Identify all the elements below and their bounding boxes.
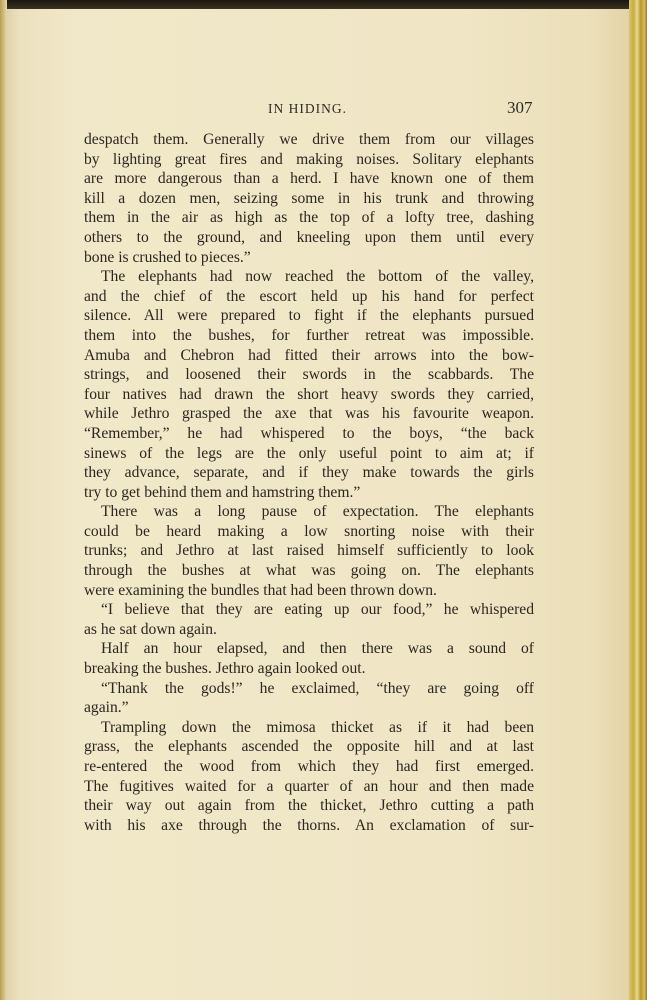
text-line: Trampling down the mimosa thicket as if it had been <box>101 718 534 736</box>
text-line: them into the bushes, for further retreat was impossible. <box>84 326 534 344</box>
text-line: breaking the bushes. Jethro again looked out. <box>84 660 366 678</box>
text-line: are more dangerous than a herd. I have known one of them <box>84 170 534 188</box>
text-line: try to get behind them and hamstring them.” <box>84 483 361 501</box>
text-line: while Jethro grasped the axe that was his favourite weapon. <box>84 405 534 423</box>
text-line: they advance, separate, and if they make towards the girls <box>84 464 534 482</box>
text-line: re-entered the wood from which they had first emerged. <box>84 758 534 775</box>
text-line: silence. All were prepared to fight if the elephants pursued <box>84 307 534 325</box>
text-line: bone is crushed to pieces.” <box>84 248 251 266</box>
book-spine-edge <box>629 0 647 1000</box>
text-line: with his axe through the thorns. An exclamation of sur- <box>84 816 534 834</box>
page-number: 307 <box>507 98 533 117</box>
text-line: strings, and loosened their swords in the scabbards. The <box>84 366 534 384</box>
text-line: were examining the bundles that had been thrown down. <box>84 581 437 599</box>
body-text <box>84 130 534 835</box>
text-line: “Remember,” he had whispered to the boys, “the back <box>84 424 534 442</box>
text-line: and the chief of the escort held up his hand for perfect <box>84 287 534 305</box>
text-line: There was a long pause of expectation. The elephants <box>101 503 534 521</box>
text-line: The elephants had now reached the bottom of the valley, <box>101 268 534 286</box>
text-line: their way out again from the thicket, Jethro cutting a path <box>84 797 534 815</box>
scan-top-border <box>0 0 647 9</box>
text-line: through the bushes at what was going on. The elephants <box>84 562 534 580</box>
running-head-title: IN HIDING. <box>268 101 347 116</box>
text-line: them in the air as high as the top of a lofty tree, dashing <box>84 209 534 227</box>
page-left-edge <box>0 0 7 1000</box>
text-line: The fugitives waited for a quarter of an hour and then made <box>84 777 534 795</box>
text-line: kill a dozen men, seizing some in his trunk and throwing <box>84 189 534 207</box>
text-line: “Thank the gods!” he exclaimed, “they are going off <box>101 679 534 697</box>
running-head <box>0 98 647 122</box>
text-line: sinews of the legs are the only useful point to aim at; if <box>84 444 534 462</box>
text-line: trunks; and Jethro at last raised himself sufficiently to look <box>84 542 534 560</box>
text-line: as he sat down again. <box>84 620 217 638</box>
text-line: Half an hour elapsed, and then there was a sound of <box>101 640 534 658</box>
text-line: four natives had drawn the short heavy swords they carried, <box>84 385 534 403</box>
text-line: again.” <box>84 699 129 717</box>
text-line: grass, the elephants ascended the opposite hill and at last <box>84 738 534 756</box>
text-line: could be heard making a low snorting noise with their <box>84 522 534 540</box>
text-line: by lighting great fires and making noises. Solitary elephants <box>84 150 534 168</box>
text-line: despatch them. Generally we drive them from our villages <box>84 131 534 148</box>
text-line: “I believe that they are eating up our food,” he whispered <box>101 601 534 619</box>
text-line: others to the ground, and kneeling upon them until every <box>84 228 534 246</box>
text-line: Amuba and Chebron had fitted their arrows into the bow- <box>84 346 534 364</box>
